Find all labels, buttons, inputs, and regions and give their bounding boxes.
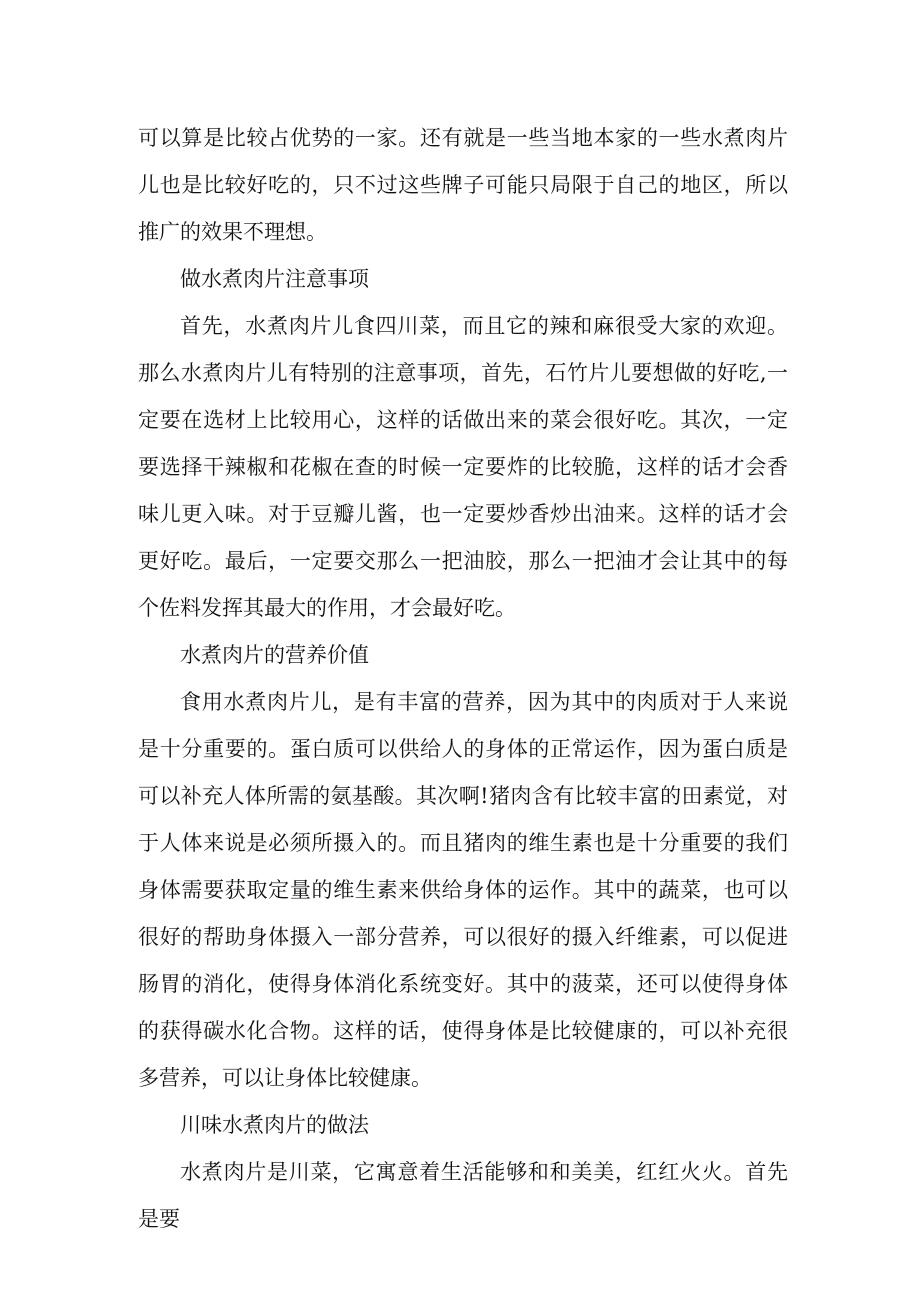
section-heading-precautions: 做水煮肉片注意事项 xyxy=(180,267,369,291)
section-heading-nutrition: 水煮肉片的营养价值 xyxy=(180,643,369,667)
section-heading-sichuan-recipe: 川味水煮肉片的做法 xyxy=(180,1113,369,1137)
paragraph-continuation: 可以算是比较占优势的一家。还有就是一些当地本家的一些水煮肉片儿也是比较好吃的，只不过这些牌子可能只局限于自己的地区，所以推广的效果不理想。 xyxy=(138,126,788,244)
paragraph-precautions: 首先，水煮肉片儿食四川菜，而且它的辣和麻很受大家的欢迎。那么水煮肉片儿有特别的注意事项，首先，石竹片儿要想做的好吃,一定要在选材上比较用心，这样的话做出来的菜会很好吃。其次，一定要选择干辣椒和花椒在查的时候一定要炸的比较脆，这样的话才会香味儿更入味。对于豆瓣儿酱，也一定要炒香炒出油来。这样的话才会更好吃。最后，一定要交那么一把油胶，那么一把油才会让其中的每个佐料发挥其最大的作用，才会最好吃。 xyxy=(138,314,788,620)
document-body xyxy=(138,115,788,1243)
paragraph-nutrition: 食用水煮肉片儿，是有丰富的营养，因为其中的肉质对于人来说是十分重要的。蛋白质可以供给人的身体的正常运作，因为蛋白质是可以补充人体所需的氨基酸。其次啊!猪肉含有比较丰富的田素觉，对于人体来说是必须所摄入的。而且猪肉的维生素也是十分重要的我们身体需要获取定量的维生素来供给身体的运作。其中的蔬菜，也可以很好的帮助身体摄入一部分营养，可以很好的摄入纤维素，可以促进肠胃的消化，使得身体消化系统变好。其中的菠菜，还可以使得身体的获得碳水化合物。这样的话，使得身体是比较健康的，可以补充很多营养，可以让身体比较健康。 xyxy=(138,690,788,1090)
paragraph-sichuan-recipe: 水煮肉片是川菜，它寓意着生活能够和和美美，红红火火。首先是要 xyxy=(138,1160,788,1231)
